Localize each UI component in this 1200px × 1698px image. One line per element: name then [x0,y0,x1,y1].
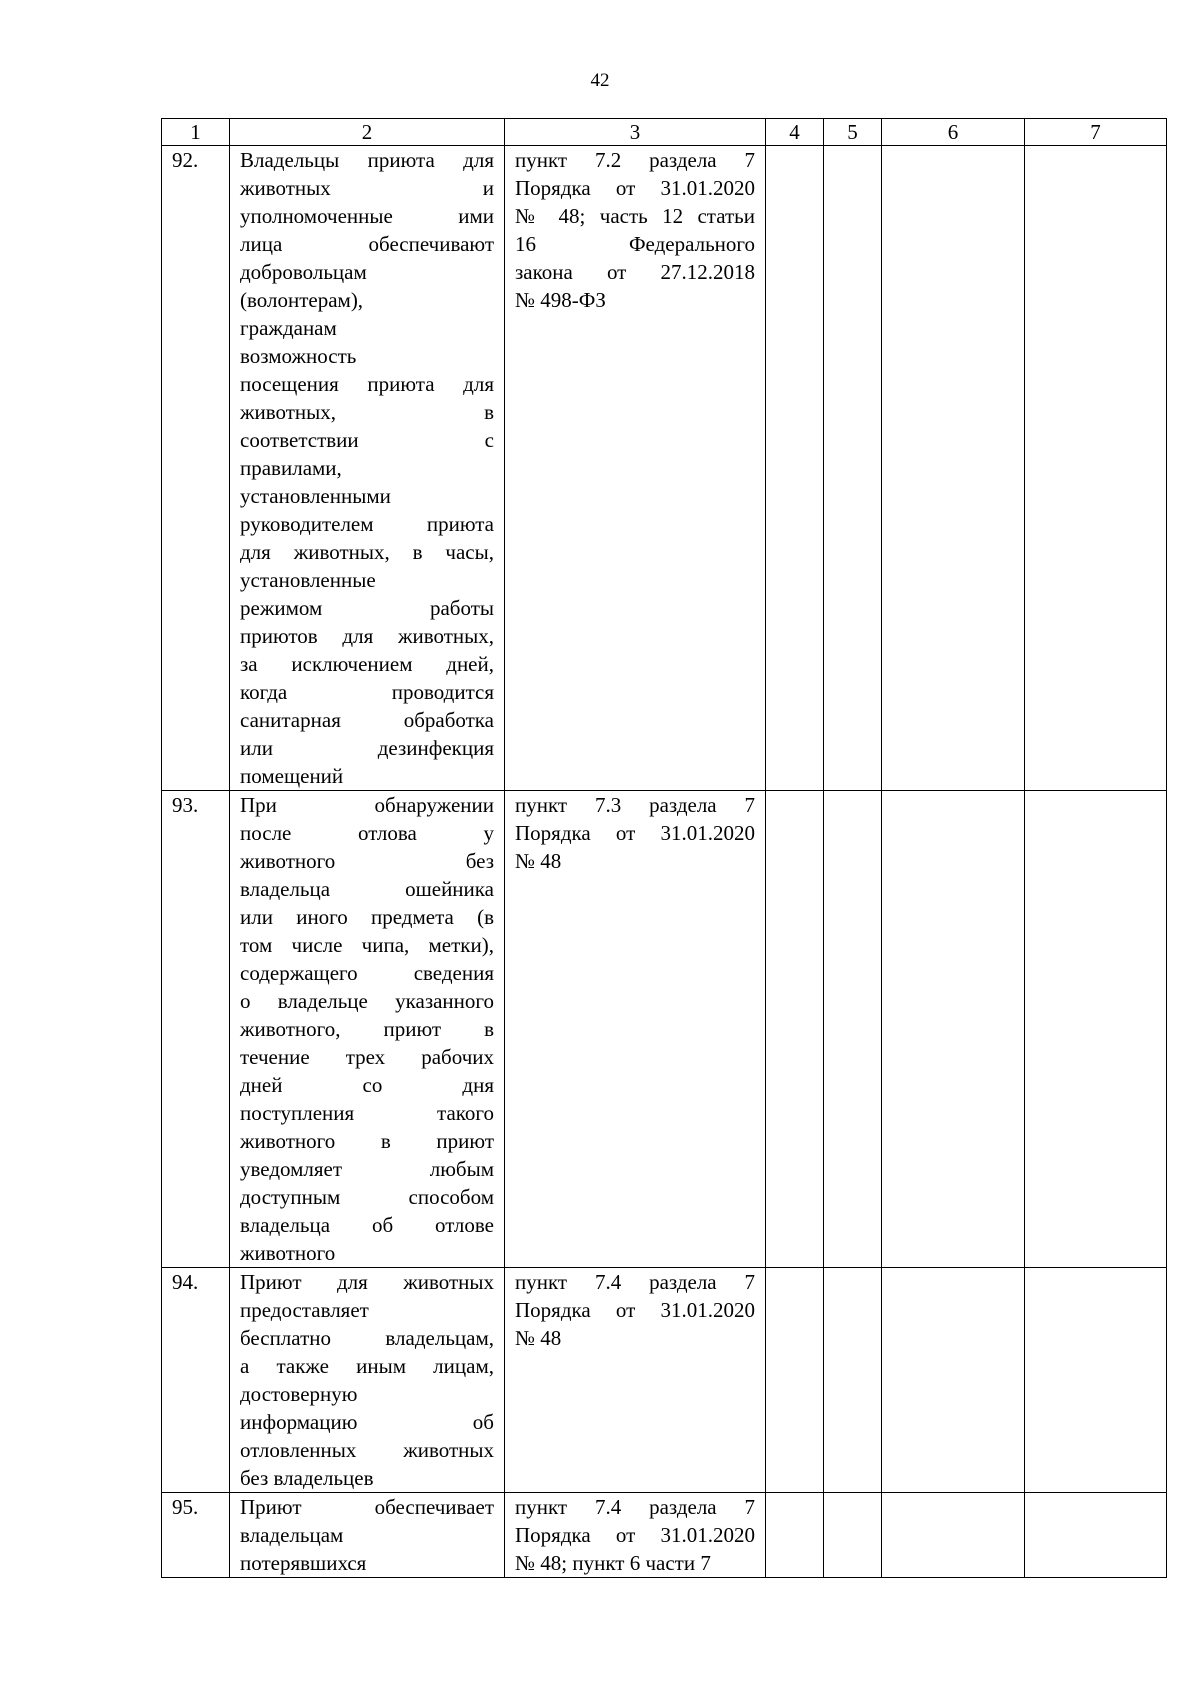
legal-reference-line: пункт 7.4 раздела 7 [515,1495,755,1519]
requirement-text-line: Приют для животных [240,1270,494,1294]
row-number: 93. [162,791,230,1268]
requirement-text-line: после отлова у [240,821,494,845]
row-number: 92. [162,146,230,791]
requirement-text-line: режимом работы [240,596,494,620]
requirement-text [230,146,505,791]
requirements-table [161,118,1167,1578]
requirement-text-line: дней со дня [240,1073,494,1097]
legal-reference [505,146,766,791]
legal-reference-line: закона от 27.12.2018 [515,260,755,284]
col-6-cell [882,1268,1025,1493]
legal-reference-line: 16 Федерального [515,232,755,256]
legal-reference [505,791,766,1268]
col-7-cell [1025,1268,1167,1493]
requirement-text-line: возможность [240,344,357,368]
requirement-text-line: уполномоченные ими [240,204,494,228]
requirement-text-line: животного, приют в [240,1017,494,1041]
requirement-text-line: животных и [240,176,494,200]
requirement-text-line: животных, в [240,400,494,424]
requirement-text-line: установленные [240,568,376,592]
requirement-text-line: добровольцам [240,260,367,284]
requirement-text-line: информацию об [240,1410,494,1434]
requirement-text-line: Владельцы приюта для [240,148,494,172]
requirement-text-line: о владельце указанного [240,989,494,1013]
requirement-text-line: владельцам [240,1523,344,1547]
requirement-text-line: течение трех рабочих [240,1045,494,1069]
table-body [162,146,1167,1578]
requirement-text-line: том числе чипа, метки), [240,933,494,957]
requirement-text [230,1268,505,1493]
requirement-text-line: отловленных животных [240,1438,494,1462]
col-7-cell [1025,791,1167,1268]
col-4-cell [766,1268,824,1493]
col-6-cell [882,1493,1025,1578]
requirement-text-line: за исключением дней, [240,652,494,676]
table-row [162,146,1167,791]
page-number: 42 [590,70,610,91]
requirement-text [230,1493,505,1578]
legal-reference-line: № 498-ФЗ [515,288,606,312]
requirement-text-line: или иного предмета (в [240,905,494,929]
table-row [162,1268,1167,1493]
col-6-cell [882,146,1025,791]
col-4-cell [766,146,824,791]
legal-reference-line: пункт 7.4 раздела 7 [515,1270,755,1294]
table-row [162,1493,1167,1578]
legal-reference [505,1493,766,1578]
table-row [162,791,1167,1268]
row-number: 95. [162,1493,230,1578]
requirement-text-line: без владельцев [240,1466,374,1490]
legal-reference-line: Порядка от 31.01.2020 [515,1523,755,1547]
legal-reference-line: № 48; пункт 6 части 7 [515,1551,711,1575]
row-number: 94. [162,1268,230,1493]
legal-reference-line: Порядка от 31.01.2020 [515,176,755,200]
requirement-text-line: приютов для животных, [240,624,494,648]
requirement-text-line: гражданам [240,316,337,340]
legal-reference-line: пункт 7.2 раздела 7 [515,148,755,172]
requirement-text-line: помещений [240,764,344,788]
requirement-text-line: (волонтерам), [240,288,364,312]
requirement-text-line: лица обеспечивают [240,232,494,256]
requirement-text-line: правилами, [240,456,342,480]
col-7-cell [1025,1493,1167,1578]
requirement-text-line: предоставляет [240,1298,369,1322]
col-6-cell [882,791,1025,1268]
requirement-text-line: животного без [240,849,494,873]
col-5-cell [824,1493,882,1578]
requirement-text-line: руководителем приюта [240,512,494,536]
header-cell: 6 [882,119,1025,146]
requirement-text-line: владельца об отлове [240,1213,494,1237]
legal-reference-line: пункт 7.3 раздела 7 [515,793,755,817]
legal-reference-line: Порядка от 31.01.2020 [515,1298,755,1322]
col-5-cell [824,1268,882,1493]
header-cell: 3 [505,119,766,146]
legal-reference-line: № 48; часть 12 статьи [515,204,755,228]
requirement-text-line: или дезинфекция [240,736,494,760]
requirement-text-line: потерявшихся [240,1551,367,1575]
requirement-text-line: соответствии с [240,428,494,452]
header-cell: 5 [824,119,882,146]
requirement-text-line: установленными [240,484,391,508]
requirement-text-line: При обнаружении [240,793,494,817]
requirement-text-line: санитарная обработка [240,708,494,732]
col-5-cell [824,791,882,1268]
requirement-text-line: животного в приют [240,1129,494,1153]
col-4-cell [766,1493,824,1578]
requirement-text-line: бесплатно владельцам, [240,1326,494,1350]
requirement-text-line: а также иным лицам, [240,1354,494,1378]
legal-reference [505,1268,766,1493]
col-5-cell [824,146,882,791]
requirement-text-line: поступления такого [240,1101,494,1125]
legal-reference-line: № 48 [515,849,562,873]
requirement-text-line: доступным способом [240,1185,494,1209]
requirement-text-line: достоверную [240,1382,358,1406]
requirement-text-line: содержащего сведения [240,961,494,985]
col-7-cell [1025,146,1167,791]
requirement-text [230,791,505,1268]
requirement-text-line: владельца ошейника [240,877,494,901]
legal-reference-line: № 48 [515,1326,562,1350]
requirement-text-line: Приют обеспечивает [240,1495,494,1519]
col-4-cell [766,791,824,1268]
header-cell: 1 [162,119,230,146]
header-row [162,119,1167,146]
header-cell: 7 [1025,119,1167,146]
requirement-text-line: животного [240,1241,336,1265]
legal-reference-line: Порядка от 31.01.2020 [515,821,755,845]
header-cell: 4 [766,119,824,146]
requirement-text-line: когда проводится [240,680,494,704]
requirement-text-line: уведомляет любым [240,1157,494,1181]
requirement-text-line: для животных, в часы, [240,540,494,564]
header-cell: 2 [230,119,505,146]
requirement-text-line: посещения приюта для [240,372,494,396]
